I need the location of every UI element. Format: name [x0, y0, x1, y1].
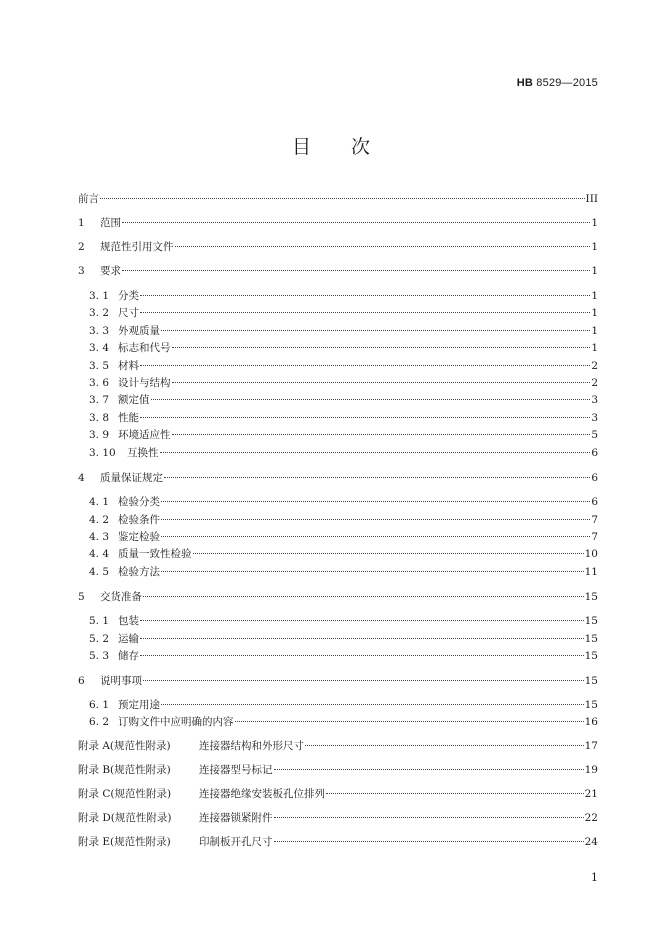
toc-entry-number: 3: [78, 265, 85, 277]
dot-leader: [235, 709, 584, 722]
toc-entry-label: 包装: [118, 615, 139, 627]
toc-entry-number: 6. 2: [89, 716, 110, 728]
toc-entry-page: 24: [584, 836, 598, 848]
toc-entry-number: 5. 3: [89, 650, 110, 662]
toc-entry[interactable]: [89, 562, 598, 578]
toc-entry[interactable]: [89, 544, 598, 560]
toc-entry-label: 标志和代号: [118, 342, 171, 354]
toc-entry-number: 5. 2: [89, 633, 110, 645]
toc-entry-page: 2: [591, 377, 598, 389]
toc-entry-label: 订购文件中应明确的内容: [118, 716, 234, 728]
toc-entry-page: 10: [584, 548, 598, 560]
toc-entry-page: 21: [584, 788, 598, 800]
dot-leader: [140, 300, 590, 313]
dot-leader: [140, 626, 584, 639]
toc-entry-page: 15: [584, 650, 598, 662]
toc-entry-page: 3: [591, 412, 598, 424]
toc-entry-label: 要求: [100, 265, 121, 277]
dot-leader: [161, 559, 584, 572]
toc-entry-page: 15: [584, 675, 598, 687]
dot-leader: [172, 370, 591, 383]
dot-leader: [164, 465, 590, 478]
toc-entry-page: 7: [591, 531, 598, 543]
toc-entry-label: 设计与结构: [118, 377, 171, 389]
toc-entry-number: 3. 5: [89, 360, 110, 372]
toc-entry-page: 11: [584, 566, 598, 578]
toc-entry-label: 性能: [118, 412, 139, 424]
dot-leader: [175, 234, 591, 247]
toc-entry-page: III: [585, 193, 598, 205]
toc-entry[interactable]: [89, 492, 598, 508]
toc-entry[interactable]: [78, 808, 598, 824]
dot-leader: [160, 440, 591, 453]
dot-leader: [172, 422, 591, 435]
dot-leader: [305, 733, 584, 746]
toc-entry[interactable]: [78, 671, 598, 687]
toc-entry-label: 连接器锁紧附件: [199, 812, 273, 824]
toc-entry-page: 1: [591, 265, 598, 277]
toc-entry-label: 前言: [78, 193, 99, 205]
toc-entry-label: 交货准备: [100, 591, 142, 603]
toc-entry-label: 质量保证规定: [100, 472, 163, 484]
toc-entry[interactable]: [78, 261, 598, 277]
toc-entry-page: 15: [584, 699, 598, 711]
dot-leader: [161, 507, 590, 520]
toc-entry-page: 15: [584, 591, 598, 603]
toc-entry-label: 印制板开孔尺寸: [199, 836, 273, 848]
toc-entry[interactable]: [89, 338, 598, 354]
toc-entry-page: 1: [591, 325, 598, 337]
toc-entry-number: 6. 1: [89, 699, 110, 711]
dot-leader: [161, 318, 590, 331]
toc-entry-label: 额定值: [118, 394, 150, 406]
toc-entry[interactable]: [89, 646, 598, 662]
toc-entry-page: 6: [591, 472, 598, 484]
toc-entry-page: 1: [591, 241, 598, 253]
toc-entry-page: 6: [591, 496, 598, 508]
toc-entry-number: 3. 4: [89, 342, 110, 354]
toc-entry-label: 检验条件: [118, 514, 160, 526]
toc-entry[interactable]: [78, 736, 598, 752]
dot-leader: [274, 805, 584, 818]
dot-leader: [122, 210, 590, 223]
toc-entry-page: 6: [591, 447, 598, 459]
toc-entry-label: 运输: [118, 633, 139, 645]
toc-entry-page: 3: [591, 394, 598, 406]
dot-leader: [143, 584, 584, 597]
toc-entry-number: 6: [78, 675, 85, 687]
dot-leader: [151, 387, 591, 400]
toc-entry-page: 17: [584, 740, 598, 752]
toc-entry-page: 1: [591, 342, 598, 354]
page-number: 1: [591, 871, 598, 884]
standard-code: [517, 77, 598, 89]
toc-entry-label: 预定用途: [118, 699, 160, 711]
toc-entry-label: 外观质量: [118, 325, 160, 337]
toc-entry-page: 22: [584, 812, 598, 824]
toc-entry[interactable]: [78, 213, 598, 229]
dot-leader: [100, 186, 585, 199]
dot-leader: [326, 781, 584, 794]
toc-entry-label: 连接器绝缘安装板孔位排列: [199, 788, 325, 800]
toc-entry-number: 3. 6: [89, 377, 110, 389]
toc-entry-number: 3. 1: [89, 290, 110, 302]
toc-entry-number: 附录 B(规范性附录): [78, 764, 171, 776]
toc-entry-number: 3. 8: [89, 412, 110, 424]
toc-entry[interactable]: [89, 390, 598, 406]
toc-entry[interactable]: [89, 303, 598, 319]
toc-entry-label: 连接器结构和外形尺寸: [199, 740, 304, 752]
toc-entry-number: 5. 1: [89, 615, 110, 627]
toc-entry-page: 7: [591, 514, 598, 526]
dot-leader: [274, 757, 584, 770]
page-title: [0, 132, 662, 159]
toc-entry-number: 附录 C(规范性附录): [78, 788, 172, 800]
toc-entry-page: 2: [591, 360, 598, 372]
dot-leader: [274, 829, 584, 842]
dot-leader: [140, 405, 590, 418]
toc-entry[interactable]: [78, 784, 598, 800]
toc-entry[interactable]: [78, 189, 598, 205]
toc-entry-label: 尺寸: [118, 307, 139, 319]
dot-leader: [122, 258, 590, 271]
toc-entry-label: 检验分类: [118, 496, 160, 508]
toc-entry[interactable]: [78, 832, 598, 848]
toc-entry-label: 连接器型号标记: [199, 764, 273, 776]
toc-entry-number: 5: [78, 591, 85, 603]
toc-entry[interactable]: [78, 760, 598, 776]
toc-entry-page: 19: [584, 764, 598, 776]
toc-entry-number: 3. 10: [89, 447, 116, 459]
standard-prefix: HB: [516, 77, 533, 89]
toc-entry-label: 材料: [118, 360, 139, 372]
dot-leader: [193, 541, 584, 554]
dot-leader: [172, 335, 591, 348]
dot-leader: [161, 489, 590, 502]
toc-entry[interactable]: [89, 611, 598, 627]
toc-entry-page: 15: [584, 633, 598, 645]
toc-entry[interactable]: [78, 587, 598, 603]
toc-entry-label: 质量一致性检验: [118, 548, 192, 560]
toc-entry-number: 3. 9: [89, 429, 110, 441]
dot-leader: [140, 353, 590, 366]
title-char-1: 目: [291, 136, 311, 158]
toc-entry-page: 5: [591, 429, 598, 441]
toc-entry-label: 分类: [118, 290, 139, 302]
toc-entry-number: 4: [78, 472, 85, 484]
toc-entry-number: 2: [78, 241, 85, 253]
toc-entry-label: 互换性: [127, 447, 159, 459]
toc-entry-number: 4. 1: [89, 496, 110, 508]
dot-leader: [140, 643, 584, 656]
toc-entry-page: 16: [584, 716, 598, 728]
toc-entry[interactable]: [78, 237, 598, 253]
toc-entry-number: 3. 7: [89, 394, 110, 406]
toc-entry-label: 储存: [118, 650, 139, 662]
toc-entry[interactable]: [89, 443, 598, 459]
toc-entry[interactable]: [89, 425, 598, 441]
toc-entry-number: 4. 3: [89, 531, 110, 543]
toc-entry-label: 环境适应性: [118, 429, 171, 441]
dot-leader: [161, 692, 584, 705]
toc-entry-page: 1: [591, 290, 598, 302]
toc-entry-number: 4. 4: [89, 548, 110, 560]
toc-entry-label: 规范性引用文件: [100, 241, 174, 253]
toc-entry-label: 说明事项: [100, 675, 142, 687]
standard-number: 8529—2015: [536, 77, 598, 89]
title-char-2: 次: [351, 136, 371, 158]
toc-entry-page: 1: [591, 217, 598, 229]
toc-entry-number: 4. 2: [89, 514, 110, 526]
dot-leader: [140, 608, 584, 621]
toc-entry-label: 范围: [100, 217, 121, 229]
toc-entry-number: 附录 E(规范性附录): [78, 836, 171, 848]
toc-entry[interactable]: [89, 712, 598, 728]
dot-leader: [161, 524, 590, 537]
toc-entry-number: 附录 D(规范性附录): [78, 812, 172, 824]
toc-entry-number: 3. 2: [89, 307, 110, 319]
dot-leader: [140, 283, 590, 296]
toc-entry-page: 1: [591, 307, 598, 319]
toc-entry-number: 4. 5: [89, 566, 110, 578]
toc-entry-number: 1: [78, 217, 85, 229]
toc-entry-page: 15: [584, 615, 598, 627]
toc-entry-label: 鉴定检验: [118, 531, 160, 543]
dot-leader: [143, 668, 584, 681]
toc-entry[interactable]: [78, 468, 598, 484]
toc-entry-number: 附录 A(规范性附录): [78, 740, 171, 752]
toc-entry-label: 检验方法: [118, 566, 160, 578]
toc-entry-number: 3. 3: [89, 325, 110, 337]
